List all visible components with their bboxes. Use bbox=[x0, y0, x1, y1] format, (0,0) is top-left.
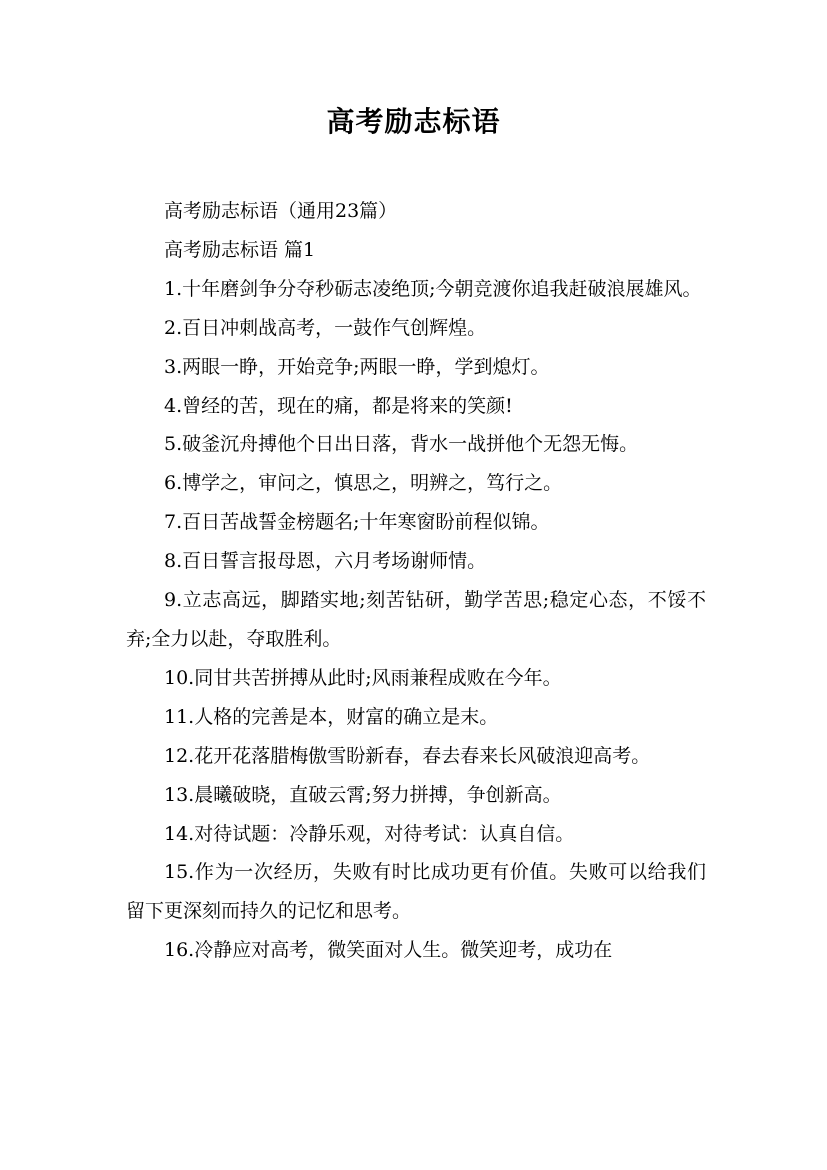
slogan-item: 5.破釜沉舟搏他个日出日落，背水一战拼他个无怨无悔。 bbox=[164, 433, 639, 456]
slogan-item: 1.十年磨剑争分夺秒砺志凌绝顶;今朝竞渡你追我赶破浪展雄风。 bbox=[164, 277, 702, 300]
slogan-item: 14.对待试题：冷静乐观，对待考试：认真自信。 bbox=[164, 822, 575, 845]
slogan-item: 16.冷静应对高考，微笑面对人生。微笑迎考，成功在 bbox=[164, 939, 613, 962]
document-body bbox=[126, 192, 706, 970]
slogan-item: 12.花开花落腊梅傲雪盼新春，春去春来长风破浪迎高考。 bbox=[164, 744, 651, 767]
document-title: 高考励志标语 bbox=[326, 105, 501, 138]
slogan-item: 10.同甘共苦拼搏从此时;风雨兼程成败在今年。 bbox=[164, 666, 562, 689]
slogan-item: 13.晨曦破晓，直破云霄;努力拼搏，争创新高。 bbox=[164, 783, 562, 806]
slogan-item: 4.曾经的苦，现在的痛，都是将来的笑颜! bbox=[164, 394, 513, 417]
slogan-item: 8.百日誓言报母恩，六月考场谢师情。 bbox=[164, 550, 487, 573]
slogan-item: 2.百日冲刺战高考，一鼓作气创辉煌。 bbox=[164, 316, 487, 339]
slogan-item: 15.作为一次经历，失败有时比成功更有价值。失败可以给我们留下更深刻而持久的记忆和思考。 bbox=[126, 861, 706, 923]
slogan-item: 11.人格的完善是本，财富的确立是末。 bbox=[164, 705, 499, 728]
slogan-item: 3.两眼一睁，开始竞争;两眼一睁，学到熄灯。 bbox=[164, 355, 550, 378]
paragraph-subtitle: 高考励志标语（通用23篇） bbox=[164, 200, 398, 222]
paragraph-section-heading: 高考励志标语 篇1 bbox=[164, 238, 316, 261]
slogan-item: 9.立志高远，脚踏实地;刻苦钻研，勤学苦思;稳定心态，不馁不弃;全力以赴，夺取胜利。 bbox=[126, 589, 706, 650]
slogan-item: 7.百日苦战誓金榜题名;十年寒窗盼前程似锦。 bbox=[164, 511, 550, 534]
slogan-item: 6.博学之，审问之，慎思之，明辨之，笃行之。 bbox=[164, 472, 563, 495]
